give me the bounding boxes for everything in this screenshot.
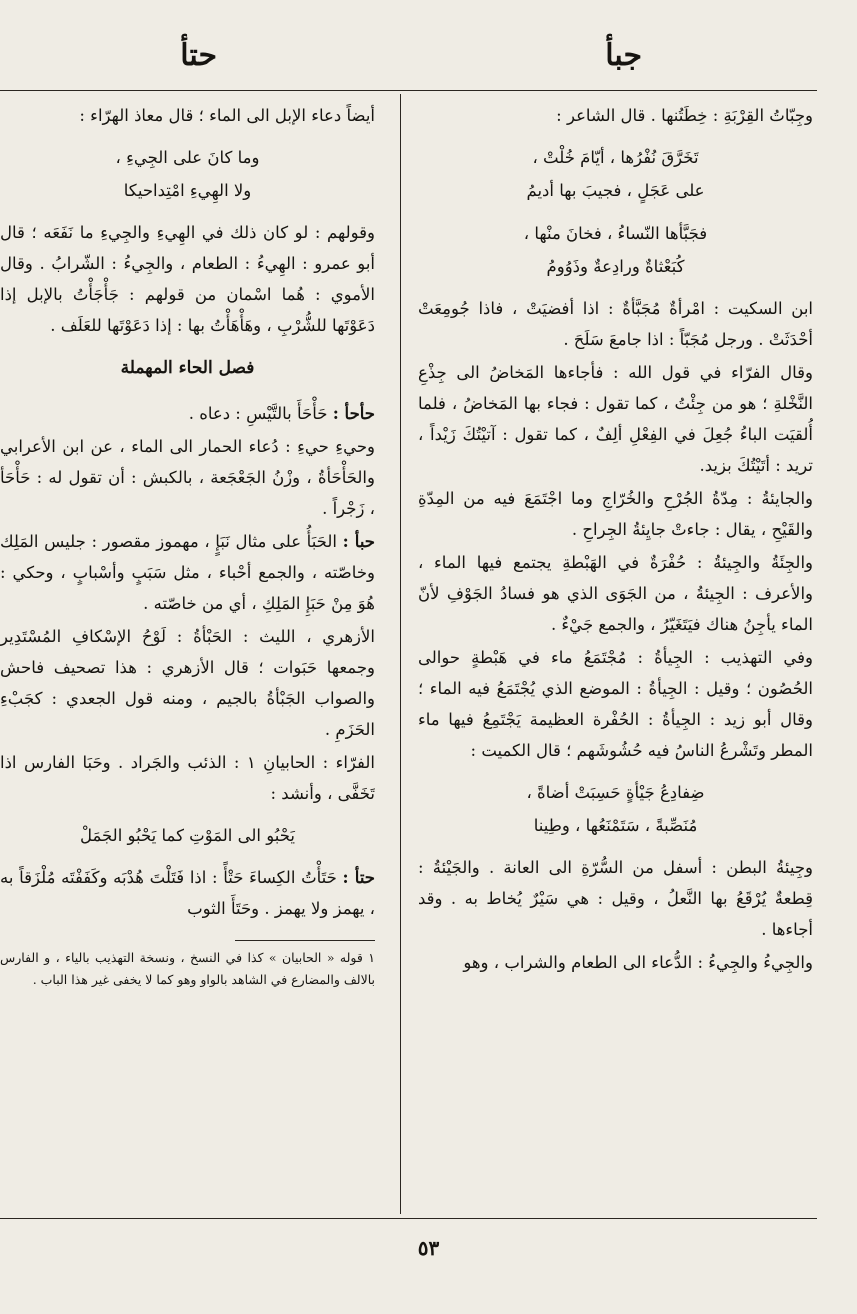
entry-text: وحيءِ حيءِ : دُعاء الحمار الى الماء ، عن ابن الأعرابي والحَأْحَأةُ ، وزْنُ الجَعْجَعة ، بالكبش : أن تقول له : حَأْحَأ ، زَجْراً . [0, 437, 375, 518]
verse-block [418, 141, 813, 207]
entry-text: الأزهري ، الليث : الحَبْأةُ : لَوْحُ الإسْكافِ المُسْتَدِير وجمعها حَبَوات ؛ قال الأزهري : هذا تصحيف فاحش والصواب الجَبْأةُ بالجيم ، ومنه قول الجعدي : كجَبْءِ الحَزَمِ . [0, 627, 375, 739]
verse-block [418, 217, 813, 283]
entry-paragraph [0, 526, 375, 619]
verse-line: ضِفادِعُ جَيْأةٍ حَسِبَتْ أضاةً ، [526, 783, 705, 802]
entry-paragraph [418, 100, 813, 131]
section-heading: فصل الحاء المهملة [120, 358, 255, 378]
entry-paragraph [0, 100, 375, 131]
verse-line: على عَجَلٍ ، فجيبَ بها أديمُ [526, 181, 705, 200]
right-column [418, 100, 813, 1210]
verse-line: وما كانَ على الجِيءِ ، [115, 148, 260, 167]
entry-lemma: حتأ : [342, 868, 375, 887]
entry-text: وجِيئةُ البطن : أسفل من السُّرّةِ الى العانة . والجَيْئةُ : قِطعةٌ يُرْقَعُ بها النَّعلُ ، وقيل : هي سَيْرٌ يُخاط به . وقد أجاءها . [418, 858, 813, 939]
entry-paragraph [0, 747, 375, 809]
verse-line: ولا الهِيءِ امْتِداحيكا [123, 181, 252, 200]
entry-paragraph [418, 947, 813, 978]
entry-lemma: حأحأ : [332, 404, 375, 423]
entry-text: وفي التهذيب : الجِيأةُ : مُجْتَمَعُ ماء في هَبْطةٍ حوالى الحُصُون ؛ وقيل : الجِيأةُ : الموضع الذي يُجْتَمَعُ فيه الماء ؛ وقال أبو زيد : الجِيأةُ : الحُفْرة العظيمة يَجْتَمِعُ فيها ماء المطر وتَشْرعُ الناسُ فيه حُشُوشَهم ؛ قال الكميت : [418, 648, 813, 760]
entry-text: الحَبَأُ على مثال نَبَإٍ ، مهموز مقصور : جليس المَلِك وخاصّته ، والجمع أحْباء ، مثل سَبَبٍ وأسْبابٍ ، وحكي : هُوَ مِنْ حَبَإِ المَلِكِ ، أي من خاصّته . [0, 532, 375, 613]
footnote-separator [235, 940, 375, 941]
bottom-rule [0, 1218, 817, 1219]
footnote: ١ قوله « الحابيان » كذا في النسخ ، ونسخة التهذيب بالياء ، و الفارس بالالف والمضارع في الشاهد بالواو وهو كما لا يخفى غير هذا الباب . [0, 950, 375, 987]
entry-text: الفرّاء : الحابيانِ ١ : الذئب والجَراد . وحَبَا الفارس اذا تَخَفَّى ، وأنشد : [0, 753, 375, 803]
entry-paragraph [418, 642, 813, 766]
page-number: ٥٣ [417, 1236, 440, 1260]
verse-line: تَخَرَّقَ نُفْرُها ، أيّامَ خُلْتْ ، [532, 148, 699, 167]
verse-block [418, 776, 813, 842]
top-rule [0, 90, 817, 91]
left-column [0, 100, 375, 1210]
entry-paragraph [418, 852, 813, 945]
entry-lemma: حبأ : [342, 532, 375, 551]
entry-paragraph [418, 357, 813, 481]
entry-text: والجِئَةُ والجِيئةُ : حُفْرَةٌ في الهَبْطةِ يجتمع فيها الماء ، والأعرف : الجِيئةُ ، من الجَوَى الذي هو فسادُ الجَوْفِ لأنّ الماء يأجِنُ هناك فيَتَغَيّرُ ، والجمع جَيْءٌ . [418, 553, 813, 634]
entry-paragraph [0, 431, 375, 524]
entry-paragraph [0, 398, 375, 429]
entry-text: وقال الفرّاء في قول الله : فأجاءها المَخاضُ الى جِذْعِ النَّخْلةِ ؛ هو من جِئْتُ ، كما تقول : فجاء بها المَخاضُ ، فلما أُلقيَت الباءُ جُعِلَ في الفِعْلِ ألِفٌ ، كما تقول : آتيْتُكَ زَيْداً ، تريد : أتَيْتُكَ بزيد. [418, 363, 813, 475]
entry-text: أيضاً دعاء الإبل الى الماء ؛ قال معاذ الهرّاء : [79, 106, 375, 125]
entry-paragraph [418, 483, 813, 545]
verse-block [0, 141, 375, 207]
entry-text: حَتَأْتُ الكِساءَ حَتْأً : اذا فَتَلْتَ هُدْبَه وكَفَفْتَه مُلْزَقاً به ، يهمز ولا يهمز . وحَتَأَ الثوب [0, 868, 375, 918]
entry-text: والجِيءُ والجِيءُ : الدُّعاء الى الطعام والشراب ، وهو [463, 953, 813, 972]
column-divider [400, 94, 401, 1214]
entry-paragraph [0, 217, 375, 341]
entry-text: حَأْحَأَ بالتَّيْسِ : دعاه . [188, 404, 333, 423]
verse-line: مُنَصِّبةً ، سَتَمْنَعُها ، وطِينا [533, 816, 698, 835]
entry-paragraph [418, 547, 813, 640]
verse-line: يَحْبُو الى المَوْتِ كما يَحْبُو الجَمَلْ [79, 826, 295, 845]
entry-text: والجايئةُ : مِدّةُ الجُرْحِ والخُرّاجِ وما اجْتَمَعَ فيه من المِدّةِ والقَيْحِ ، يقال : جاءتْ جايِئةُ الجِراحِ . [418, 489, 813, 539]
entry-paragraph [418, 293, 813, 355]
entry-text: وقولهم : لو كان ذلك في الهِيءِ والجِيءِ ما نَفَعَه ؛ قال أبو عمرو : الهِيءُ : الطعام ، والجِيءُ : الشّرابُ . وقال الأموي : هُما اسْمان من قولهم : جَأْجَأْتُ بالإبل إذا دَعَوْتَها للشُّرْبِ ، وهَأْهَأْتُ بها : إذا دَعَوْتَها للعَلَف . [0, 223, 375, 335]
headword-left: حتأ [180, 38, 217, 73]
entry-paragraph [0, 621, 375, 745]
left-column-body [0, 100, 375, 924]
entry-text: ابن السكيت : امْرأةٌ مُجَبَّأةٌ : اذا أفضيَتْ ، فاذا جُومِعَتْ أحْدَثَتْ . ورجل مُجَبّاً : اذا جامعَ سَلَحَ . [418, 299, 813, 349]
verse-line: فجَبَّأها النّساءُ ، فخانَ منْها ، [523, 224, 708, 243]
verse-line: كُبَعْثاةٌ ورادِعةٌ وذَوُومُ [546, 257, 685, 276]
headword-right: جبأ [605, 38, 642, 73]
entry-text: وجِبّاتُ القِرْبَةِ : خِطَتُنها . قال الشاعر : [556, 106, 813, 125]
entry-paragraph [0, 862, 375, 924]
verse-block [0, 819, 375, 852]
